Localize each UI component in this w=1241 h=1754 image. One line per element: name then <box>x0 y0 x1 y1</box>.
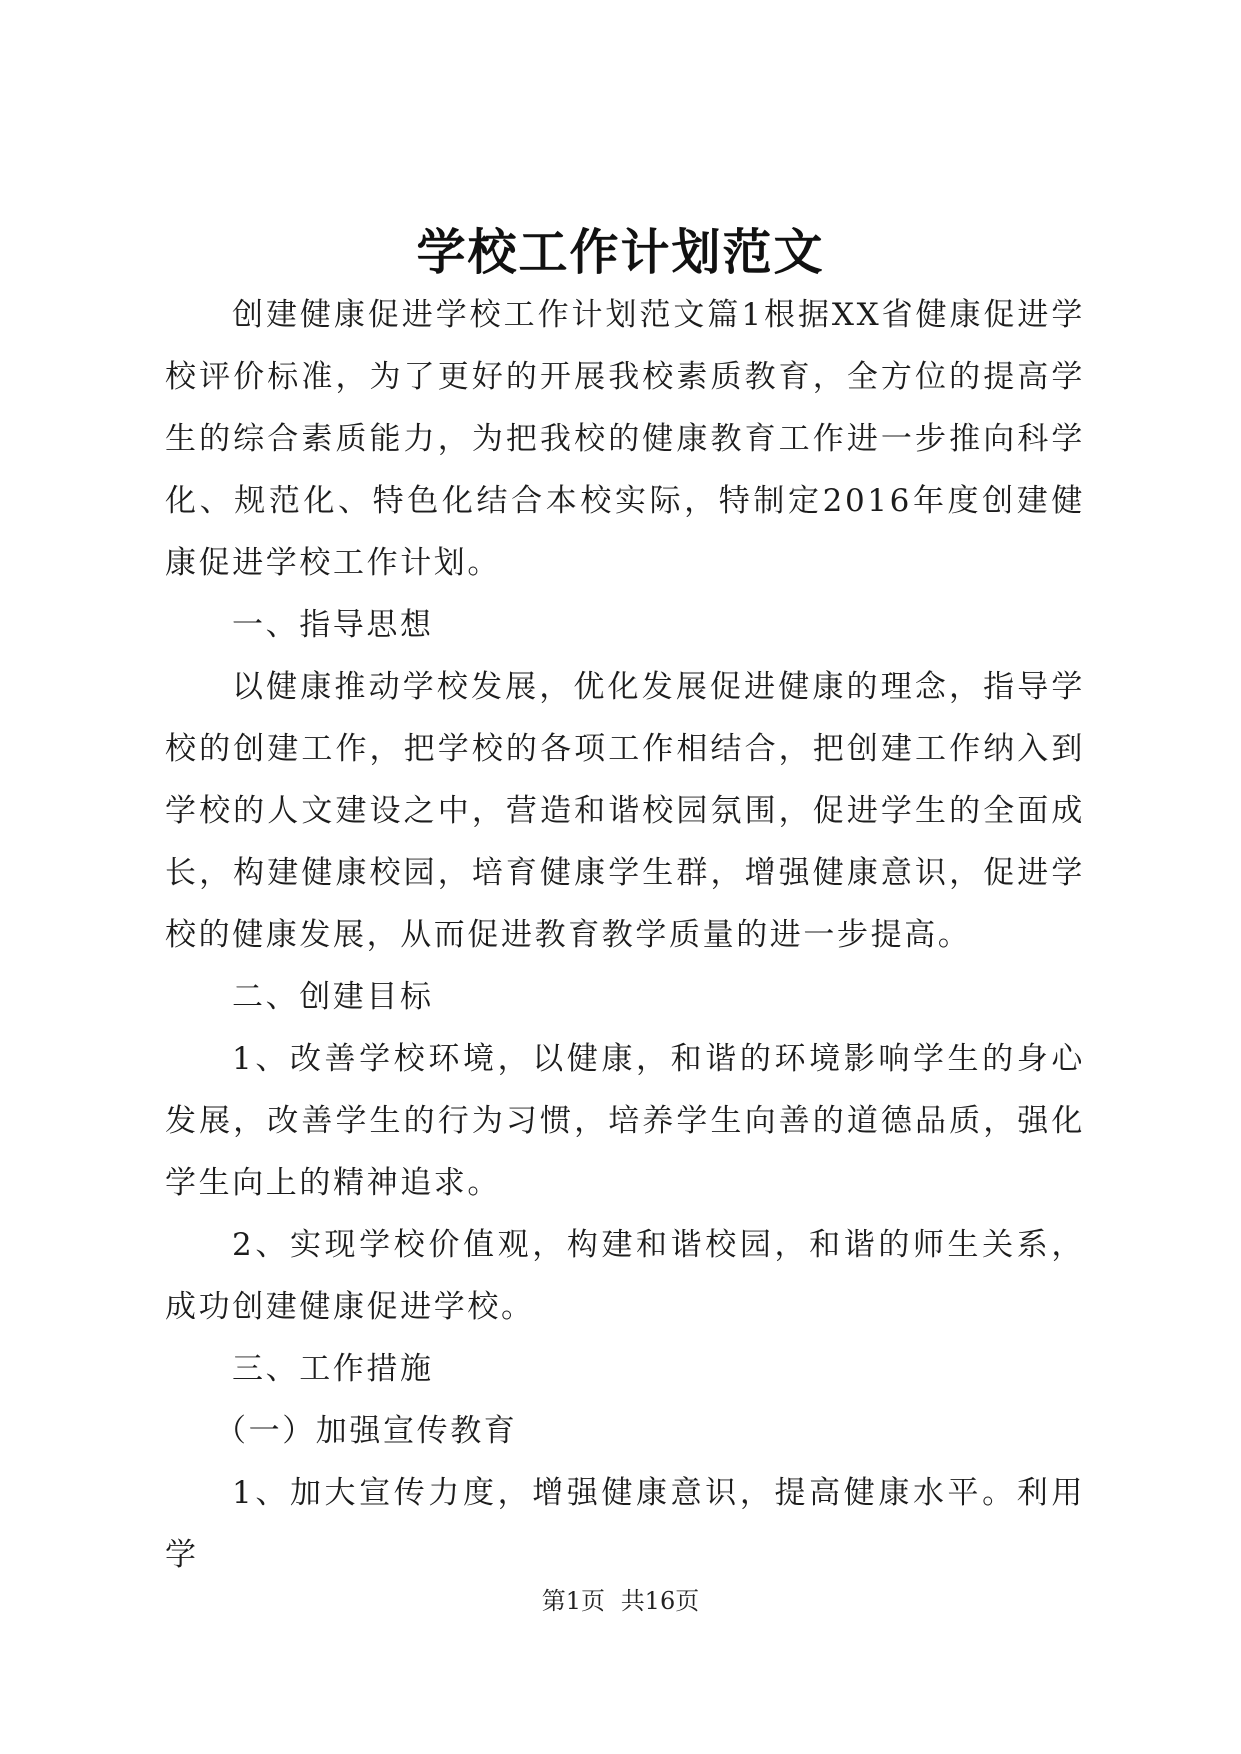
goal-item-1: 1、改善学校环境，以健康，和谐的环境影响学生的身心发展，改善学生的行为习惯，培养学生向善的道德品质，强化学生向上的精神追求。 <box>165 1041 1085 1201</box>
page-number: 第1页 <box>541 1587 606 1615</box>
section-heading-measures: 三、工作措施 <box>232 1351 434 1387</box>
section-heading-guiding-ideology: 一、指导思想 <box>232 607 434 643</box>
subsection-heading-publicity: （一）加强宣传教育 <box>215 1413 518 1449</box>
page-footer <box>0 1584 1241 1618</box>
section-heading-goals: 二、创建目标 <box>232 979 434 1015</box>
guiding-ideology-paragraph: 以健康推动学校发展，优化发展促进健康的理念，指导学校的创建工作，把学校的各项工作相结合，把创建工作纳入到学校的人文建设之中，营造和谐校园氛围，促进学生的全面成长，构建健康校园，培育健康学生群，增强健康意识，促进学校的健康发展，从而促进教育教学质量的进一步提高。 <box>165 669 1085 953</box>
goal-item-2: 2、实现学校价值观，构建和谐校园，和谐的师生关系，成功创建健康促进学校。 <box>165 1227 1085 1325</box>
measure-item-1: 1、加大宣传力度，增强健康意识，提高健康水平。利用学 <box>165 1475 1085 1573</box>
document-title: 学校工作计划范文 <box>416 223 825 281</box>
page-total: 共16页 <box>620 1587 700 1615</box>
intro-paragraph: 创建健康促进学校工作计划范文篇1根据XX省健康促进学校评价标准，为了更好的开展我校素质教育，全方位的提高学生的综合素质能力，为把我校的健康教育工作进一步推向科学化、规范化、特色化结合本校实际，特制定2016年度创建健康促进学校工作计划。 <box>165 297 1085 581</box>
document-body <box>165 284 1085 1586</box>
